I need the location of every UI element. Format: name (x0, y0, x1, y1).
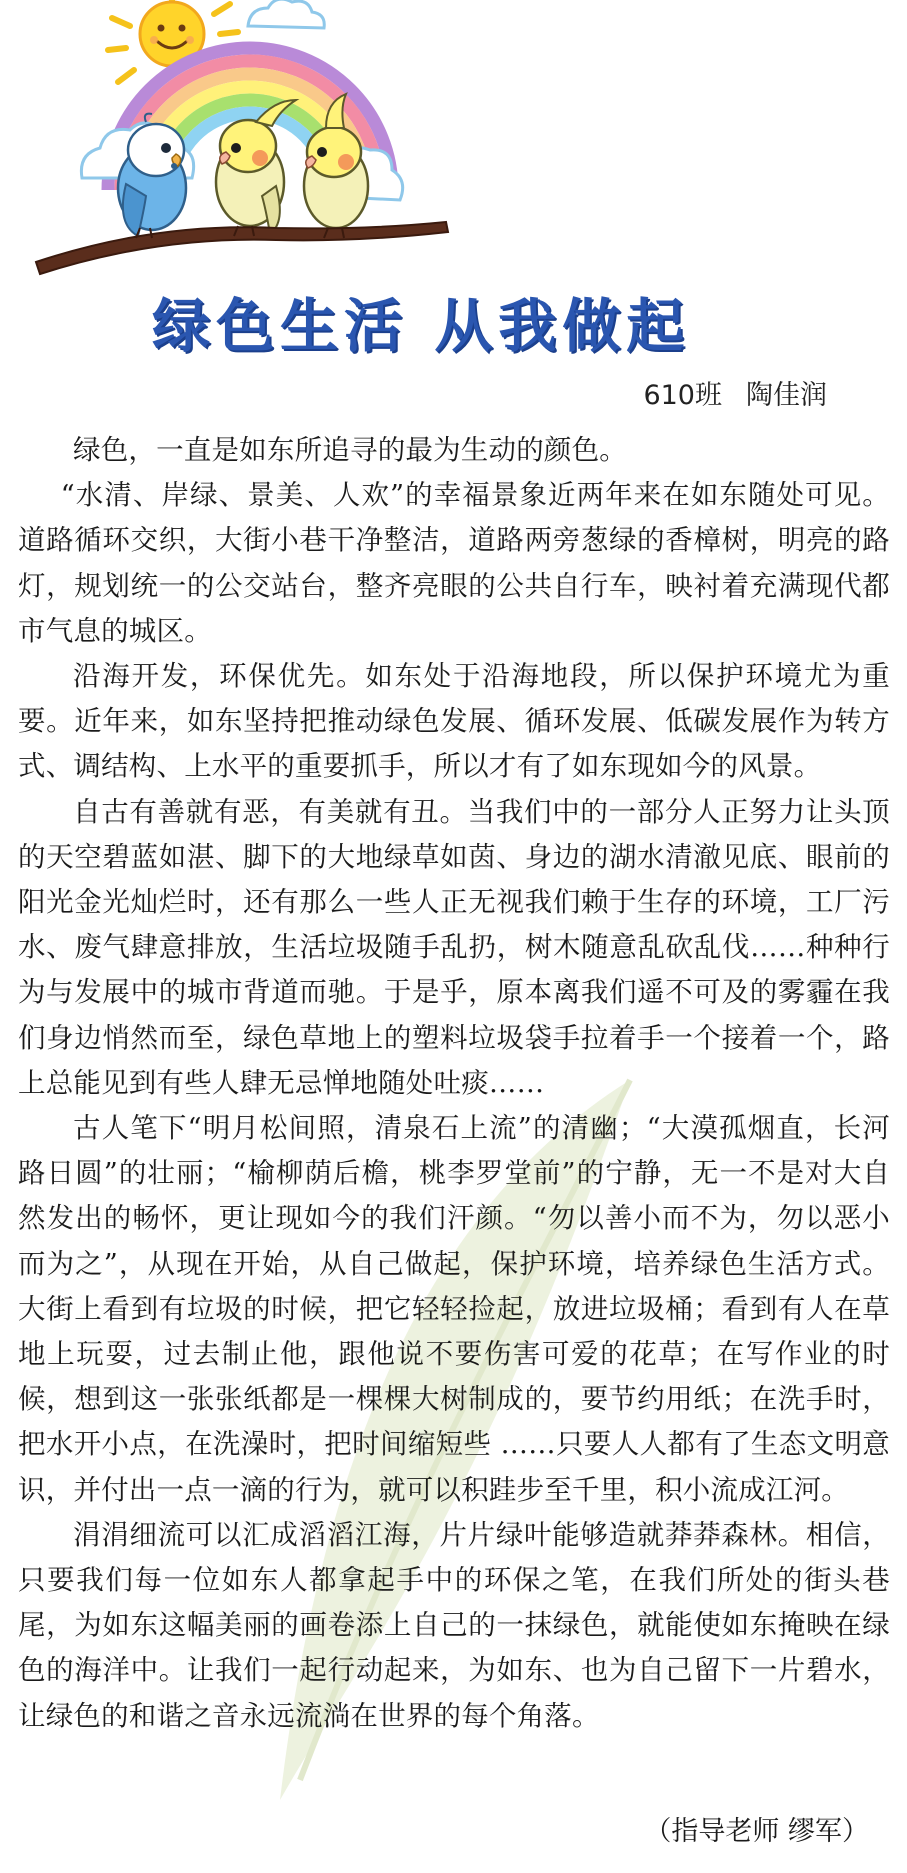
byline-class: 610班 (643, 380, 722, 411)
paragraph: 绿色，一直是如东所追寻的最为生动的颜色。 (73, 434, 627, 466)
byline (643, 378, 827, 414)
paragraph: 沿海开发，环保优先。如东处于沿海地段，所以保护环境尤为重要。近年来，如东坚持把推动绿色发展、循环发展、低碳发展作为转方式、调结构、上水平的重要抓手，所以才有了如东现如今的风景。 (18, 660, 890, 783)
paragraph: 涓涓细流可以汇成滔滔江海，片片绿叶能够造就莽莽森林。相信，只要我们每一位如东人都拿起手中的环保之笔，在我们所处的街头巷尾，为如东这幅美丽的画卷添上自己的一抹绿色，就能使如东掩映在绿色的海洋中。让我们一起行动起来，为如东、也为自己留下一片碧水，让绿色的和谐之音永远流淌在世界的每个角落。 (18, 1518, 890, 1732)
branch-icon (36, 222, 448, 274)
article-body (18, 428, 890, 1739)
byline-author: 陶佳润 (746, 380, 827, 411)
header-illustration (30, 0, 470, 280)
paragraph: 古人笔下“明月松间照，清泉石上流”的清幽；“大漠孤烟直，长河路日圆”的壮丽；“榆柳荫后檐，桃李罗堂前”的宁静，无一不是对大自然发出的畅怀，更让现如今的我们汗颜。“勿以善小而不为，勿以恶小而为之”，从现在开始，从自己做起，保护环境，培养绿色生活方式。大街上看到有垃圾的时候，把它轻轻捡起，放进垃圾桶；看到有人在草地上玩耍，过去制止他，跟他说不要伤害可爱的花草；在写作业的时候，想到这一张张纸都是一棵棵大树制成的，要节约用纸；在洗手时，把水开小点，在洗澡时，把时间缩短些 ……只要人人都有了生态文明意识，并付出一点一滴的行为，就可以积跬步至千里，积小流成江河。 (18, 1112, 890, 1506)
teacher-signoff: （指导老师 缪军） (644, 1816, 869, 1847)
paragraph: 自古有善就有恶，有美就有丑。当我们中的一部分人正努力让头顶的天空碧蓝如湛、脚下的大地绿草如茵、身边的湖水清澈见底、眼前的阳光金光灿烂时，还有那么一些人正无视我们赖于生存的环境，工厂污水、废气肆意排放，生活垃圾随手乱扔，树木随意乱砍乱伐……种种行为与发展中的城市背道而驰。于是乎，原本离我们遥不可及的雾霾在我们身边悄然而至，绿色草地上的塑料垃圾袋手拉着手一个接着一个，路上总能见到有些人肆无忌惮地随处吐痰…… (18, 795, 890, 1099)
page-title: 绿色生活 从我做起 (152, 292, 691, 360)
paragraph: “水清、岸绿、景美、人欢”的幸福景象近两年来在如东随处可见。道路循环交织，大街小巷干净整洁，道路两旁葱绿的香樟树，明亮的路灯，规划统一的公交站台，整齐亮眼的公共自行车，映衬着充满现代都市气息的城区。 (18, 479, 890, 647)
